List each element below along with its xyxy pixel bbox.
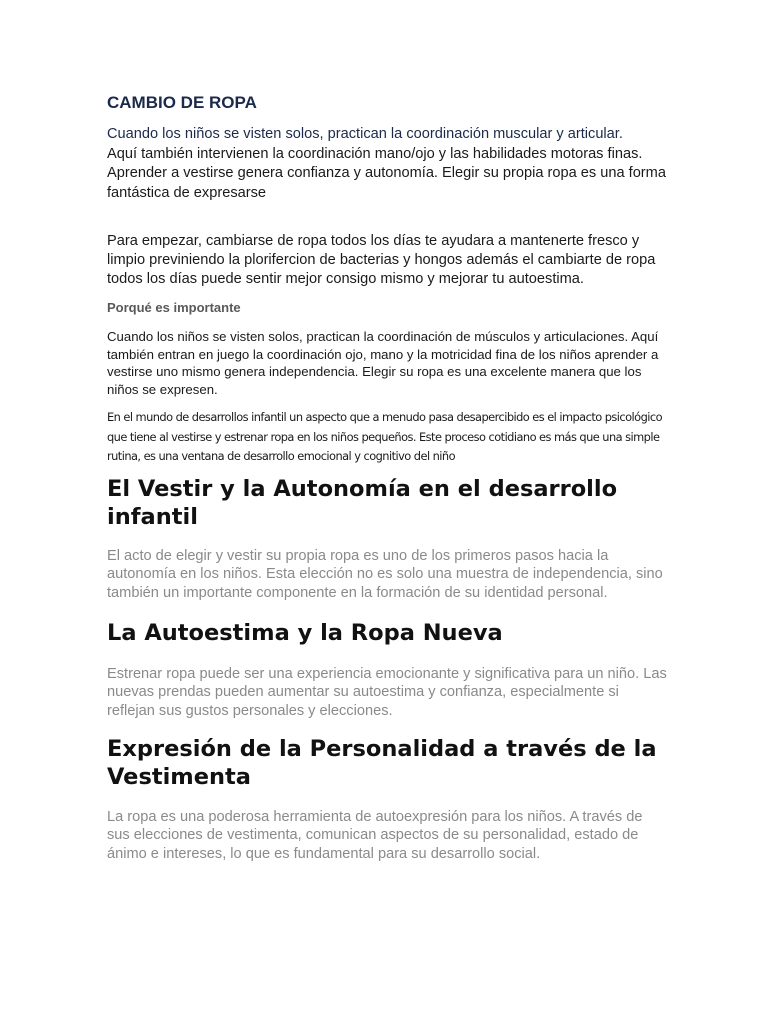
section-body-autonomy: El acto de elegir y vestir su propia ropa es uno de los primeros pasos hacia la autonomía en los niños. Esta elección no es solo una muestra de independencia, sino también un importante componente en la formación de su identidad personal. [107,548,663,601]
section-heading-personality: Expresión de la Personalidad a través de la Vestimenta [107,736,657,790]
intro-paragraph [107,125,667,203]
section-body-self-esteem: Estrenar ropa puede ser una experiencia emocionante y significativa para un niño. Las nuevas prendas pueden aumentar su autoestima y confianza, especialmente si reflejan sus gustos personales y elecciones. [107,666,667,719]
paragraph-hygiene: Para empezar, cambiarse de ropa todos los días te ayudara a mantenerte fresco y limpio previniendo la plorifercion de bacterias y hongos además el cambiarte de ropa todos los días puede sentir mejor consigo mismo y mejorar tu autoestima. [107,233,656,288]
paragraph-coordination: Cuando los niños se visten solos, practican la coordinación de músculos y articulaciones. Aquí también entran en juego la coordinación ojo, mano y la motricidad fina de los niños aprender a vestirse uno mismo genera independencia. Elegir su ropa es una excelente manera que los niños se expresen. [107,329,659,397]
paragraph-psychological-impact: En el mundo de desarrollos infantil un aspecto que a menudo pasa desapercibido es el impacto psicológico que tiene al vestirse y estrenar ropa en los niños pequeños. Este proceso cotidiano es más que una simple rutina, es una ventana de desarrollo emocional y cognitivo del niño [107,410,662,464]
section-heading-autonomy: El Vestir y la Autonomía en el desarrollo infantil [107,476,618,530]
section-body-personality: La ropa es una poderosa herramienta de autoexpresión para los niños. A través de sus elecciones de vestimenta, comunican aspectos de su personalidad, estado de ánimo e intereses, lo que es fundamental para su desarrollo social. [107,809,643,862]
section-heading-self-esteem: La Autoestima y la Ropa Nueva [107,620,503,646]
intro-lead-sentence: Cuando los niños se visten solos, practican la coordinación muscular y articular. [107,126,623,142]
intro-rest-text: Aquí también intervienen la coordinación mano/ojo y las habilidades motoras finas. Aprender a vestirse genera confianza y autonomía. Elegir su propia ropa es una forma fantástica de expresarse [107,145,666,201]
document-title: CAMBIO DE ROPA [107,93,257,112]
subheading-importance: Porqué es importante [107,300,241,315]
